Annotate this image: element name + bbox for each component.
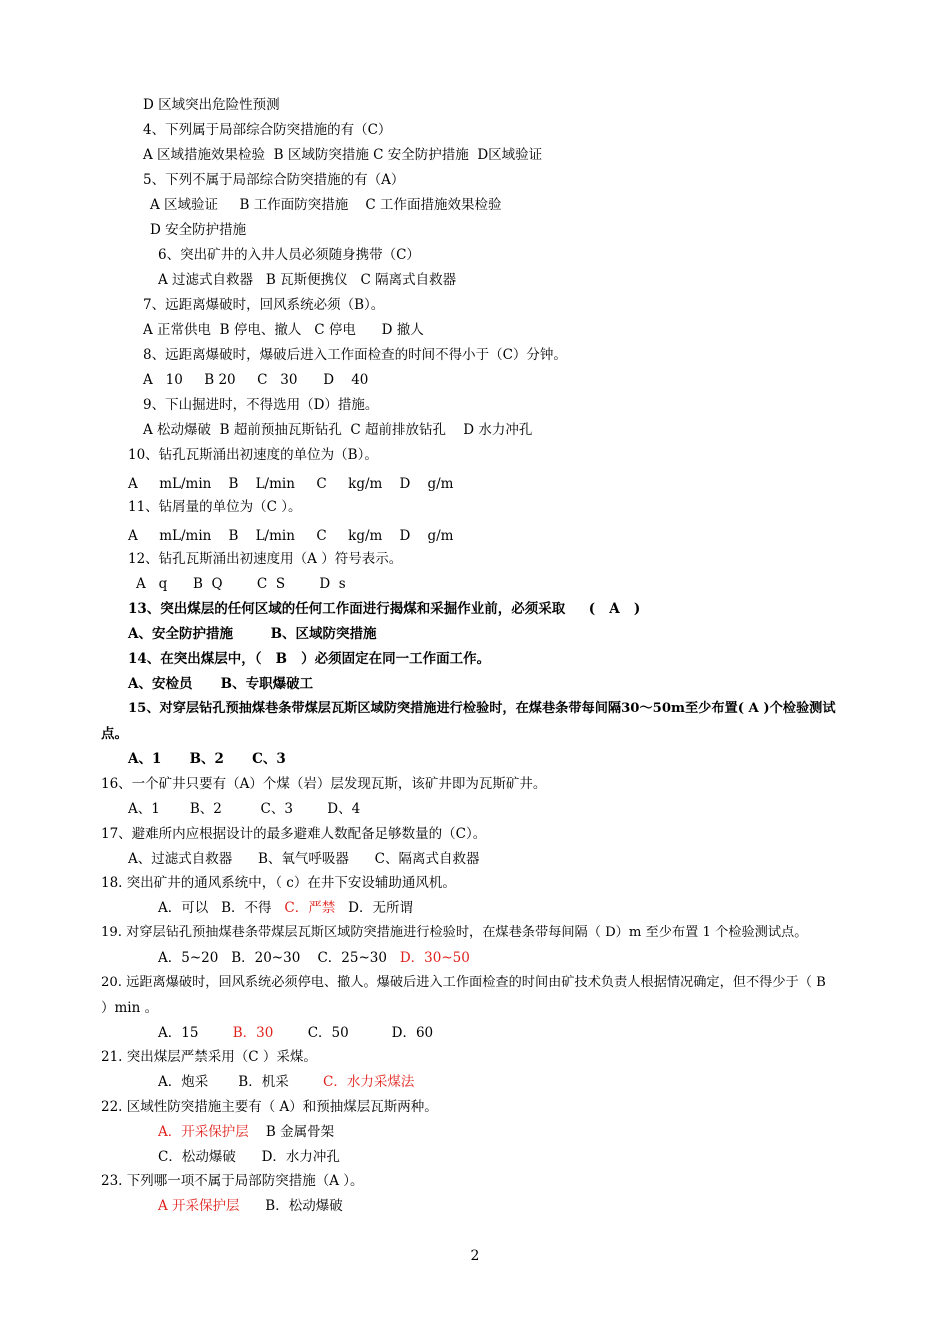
question-line: 4、下列属于局部综合防突措施的有（C） <box>143 122 392 138</box>
question-line: 11、钻屑量的单位为（C ）。 <box>128 499 302 515</box>
option-line <box>158 1024 433 1042</box>
option-text: A．可以 B．不得 <box>158 900 285 916</box>
option-line: A、1 B、2 C、3 <box>128 751 286 767</box>
option-line <box>158 899 413 917</box>
option-line: A、安全防护措施 B、区域防突措施 <box>128 626 377 642</box>
question-line: 5、下列不属于局部综合防突措施的有（A） <box>143 172 405 188</box>
question-line: 13、突出煤层的任何区域的任何工作面进行揭煤和采掘作业前，必须采取 ( A ) <box>128 601 641 617</box>
question-line: 22. 区域性防突措施主要有（ A）和预抽煤层瓦斯两种。 <box>101 1099 438 1115</box>
question-line: 21. 突出煤层严禁采用（C ）采煤。 <box>101 1049 317 1065</box>
highlighted-answer: A．开采保护层 <box>158 1124 249 1140</box>
option-text: B．松动爆破 <box>239 1198 343 1214</box>
question-line: 23. 下列哪一项不属于局部防突措施（A ）。 <box>101 1173 364 1189</box>
question-line: 18. 突出矿井的通风系统中，（ c）在井下安设辅助通风机。 <box>101 875 456 891</box>
question-line: 19. 对穿层钻孔预抽煤巷条带煤层瓦斯区域防突措施进行检验时，在煤巷条带每间隔（ D）m 至少布置 1 个检验测试点。 <box>101 925 808 940</box>
option-line: C．松动爆破 D．水力冲孔 <box>158 1149 340 1165</box>
option-line: D 区域突出危险性预测 <box>143 97 280 113</box>
question-line-continued: ）min 。 <box>101 1000 159 1016</box>
highlighted-answer: C．严禁 <box>284 900 336 916</box>
option-text: A．5~20 B．20~30 C．25~30 <box>158 950 400 966</box>
option-line <box>158 1123 334 1141</box>
question-line: 16、一个矿井只要有（A）个煤（岩）层发现瓦斯，该矿井即为瓦斯矿井。 <box>101 776 547 792</box>
option-line <box>158 1197 343 1215</box>
highlighted-answer: A 开采保护层 <box>158 1198 240 1214</box>
option-line: A 正常供电 B 停电、撤人 C 停电 D 撤人 <box>143 322 424 338</box>
option-line: A 10 B 20 C 30 D 40 <box>143 372 369 388</box>
option-text: C．50 D．60 <box>273 1025 434 1041</box>
option-line <box>158 1073 414 1091</box>
question-line: 7、远距离爆破时，回风系统必须（B）。 <box>143 297 385 313</box>
page-number: 2 <box>470 1248 480 1264</box>
highlighted-answer: B．30 <box>232 1025 274 1041</box>
question-line: 6、突出矿井的入井人员必须随身携带（C） <box>158 247 420 263</box>
question-line: 12、钻孔瓦斯涌出初速度用（A ）符号表示。 <box>128 551 403 567</box>
option-line: D 安全防护措施 <box>150 222 247 238</box>
question-line-continued: 点。 <box>101 726 128 742</box>
question-line: 9、下山掘进时，不得选用（D）措施。 <box>143 397 379 413</box>
option-line: A mL/min B L/min C kg/m D g/m <box>128 476 454 492</box>
option-line: A、过滤式自救器 B、氧气呼吸器 C、隔离式自救器 <box>128 851 480 867</box>
question-line: 14、在突出煤层中，（ B ）必须固定在同一工作面工作。 <box>128 651 491 667</box>
highlighted-answer: D．30~50 <box>399 950 470 966</box>
highlighted-answer: C．水力采煤法 <box>323 1074 415 1090</box>
option-text: D．无所谓 <box>335 900 413 916</box>
option-line: A 松动爆破 B 超前预抽瓦斯钻孔 C 超前排放钻孔 D 水力冲孔 <box>143 422 533 438</box>
option-line: A q B Q C S D s <box>136 576 346 592</box>
option-line: A 区域措施效果检验 B 区域防突措施 C 安全防护措施 D区域验证 <box>143 147 543 163</box>
option-text: B 金属骨架 <box>248 1124 335 1140</box>
option-text: A．15 <box>158 1025 233 1041</box>
option-line: A 区域验证 B 工作面防突措施 C 工作面措施效果检验 <box>150 197 502 213</box>
option-line: A、1 B、2 C、3 D、4 <box>128 801 361 817</box>
question-line: 15、对穿层钻孔预抽煤巷条带煤层瓦斯区域防突措施进行检验时，在煤巷条带每间隔30～50m至少布置( A )个检验测试 <box>128 701 836 716</box>
option-text: A．炮采 B．机采 <box>158 1074 324 1090</box>
option-line: A 过滤式自救器 B 瓦斯便携仪 C 隔离式自救器 <box>158 272 457 288</box>
option-line: A mL/min B L/min C kg/m D g/m <box>128 528 454 544</box>
question-line: 10、钻孔瓦斯涌出初速度的单位为（B）。 <box>128 447 378 463</box>
question-line: 8、远距离爆破时，爆破后进入工作面检查的时间不得小于（C）分钟。 <box>143 347 567 363</box>
option-line: A、安检员 B、专职爆破工 <box>128 676 314 692</box>
question-line: 20. 远距离爆破时，回风系统必须停电、撤人。爆破后进入工作面检查的时间由矿技术负责人根据情况确定，但不得少于（ B <box>101 975 826 990</box>
question-line: 17、避难所内应根据设计的最多避难人数配备足够数量的（C）。 <box>101 826 487 842</box>
option-line <box>158 949 470 967</box>
